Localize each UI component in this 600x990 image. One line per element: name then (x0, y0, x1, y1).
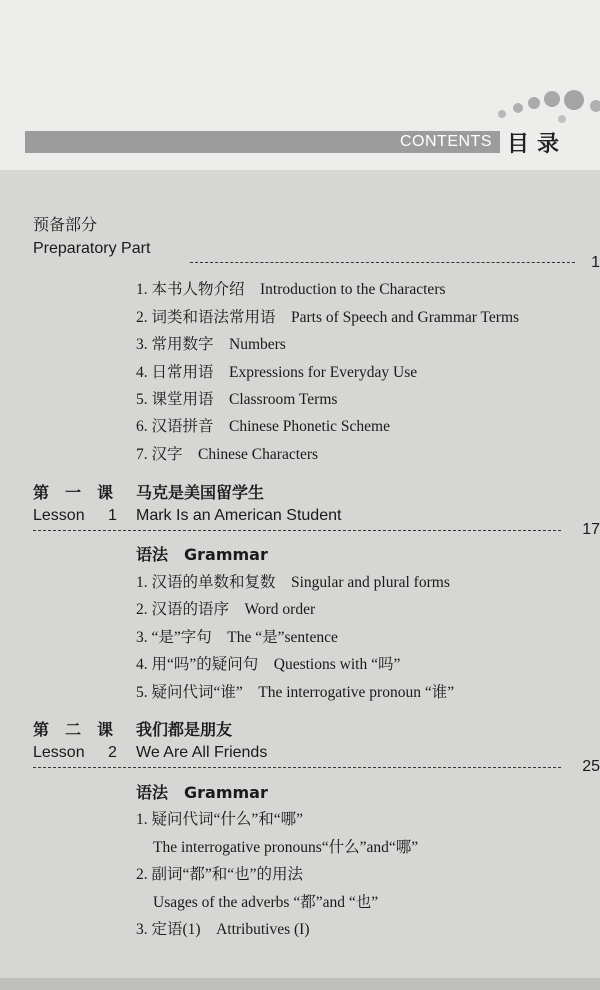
lesson-heading-cn[interactable] (33, 717, 233, 740)
lesson-number: 1 (108, 507, 117, 524)
page-bottom-edge (0, 978, 600, 990)
lesson-heading-en[interactable] (33, 744, 268, 762)
toc-entry[interactable]: 1. 本书人物介绍 Introduction to the Characters (136, 281, 446, 298)
section-title-cn[interactable]: 预备部分 (33, 215, 98, 234)
toc-entry[interactable]: 4. 日常用语 Expressions for Everyday Use (136, 364, 418, 381)
toc-entry[interactable]: 5. 课堂用语 Classroom Terms (136, 391, 338, 408)
toc-entry[interactable]: 1. 疑问代词“什么”和“哪” (136, 811, 304, 828)
toc-entry[interactable]: 5. 疑问代词“谁” The interrogative pronoun “谁” (136, 684, 455, 701)
lesson-title-cn: 马克是美国留学生 (136, 483, 265, 502)
lesson-label-cn: 第 二 课 (33, 720, 114, 739)
toc-entry-subtitle[interactable]: Usages of the adverbs “都”and “也” (153, 894, 379, 911)
grammar-heading: 语法 Grammar (136, 783, 268, 802)
decorative-dots-icon (460, 86, 600, 126)
toc-entry[interactable]: 3. 定语(1) Attributives (I) (136, 921, 310, 938)
toc-entry[interactable]: 2. 副词“都”和“也”的用法 (136, 866, 304, 883)
toc-entry[interactable]: 2. 汉语的语序 Word order (136, 601, 316, 618)
page-number[interactable]: 17 (582, 521, 600, 538)
lesson-label-en: Lesson (33, 507, 85, 524)
toc-entry[interactable]: 7. 汉字 Chinese Characters (136, 446, 319, 463)
lesson-label-en: Lesson (33, 744, 85, 761)
toc-entry[interactable]: 1. 汉语的单数和复数 Singular and plural forms (136, 574, 450, 591)
header-bar (25, 131, 500, 153)
contents-label: CONTENTS (400, 133, 492, 150)
lesson-heading-cn[interactable] (33, 480, 265, 503)
toc-entry-subtitle[interactable]: The interrogative pronouns“什么”and“哪” (153, 839, 419, 856)
page-number[interactable]: 25 (582, 758, 600, 775)
lesson-heading-en[interactable] (33, 507, 342, 525)
section-title-en[interactable]: Preparatory Part (33, 240, 151, 257)
header-area (0, 0, 600, 170)
leader-dots (33, 767, 561, 768)
leader-dots (190, 262, 575, 263)
toc-entry[interactable]: 2. 词类和语法常用语 Parts of Speech and Grammar Terms (136, 309, 520, 326)
lesson-label-cn: 第 一 课 (33, 483, 114, 502)
grammar-heading: 语法 Grammar (136, 545, 268, 564)
lesson-number: 2 (108, 744, 117, 761)
toc-entry[interactable]: 3. 常用数字 Numbers (136, 336, 286, 353)
page-title: 目录 (507, 132, 568, 157)
lesson-title-en: Mark Is an American Student (136, 507, 342, 524)
page-number[interactable]: 1 (591, 254, 600, 271)
toc-entry[interactable]: 3. “是”字句 The “是”sentence (136, 629, 338, 646)
leader-dots (33, 530, 561, 531)
lesson-title-cn: 我们都是朋友 (136, 720, 233, 739)
toc-entry[interactable]: 4. 用“吗”的疑问句 Questions with “吗” (136, 656, 401, 673)
toc-entry[interactable]: 6. 汉语拼音 Chinese Phonetic Scheme (136, 418, 390, 435)
lesson-title-en: We Are All Friends (136, 744, 268, 761)
